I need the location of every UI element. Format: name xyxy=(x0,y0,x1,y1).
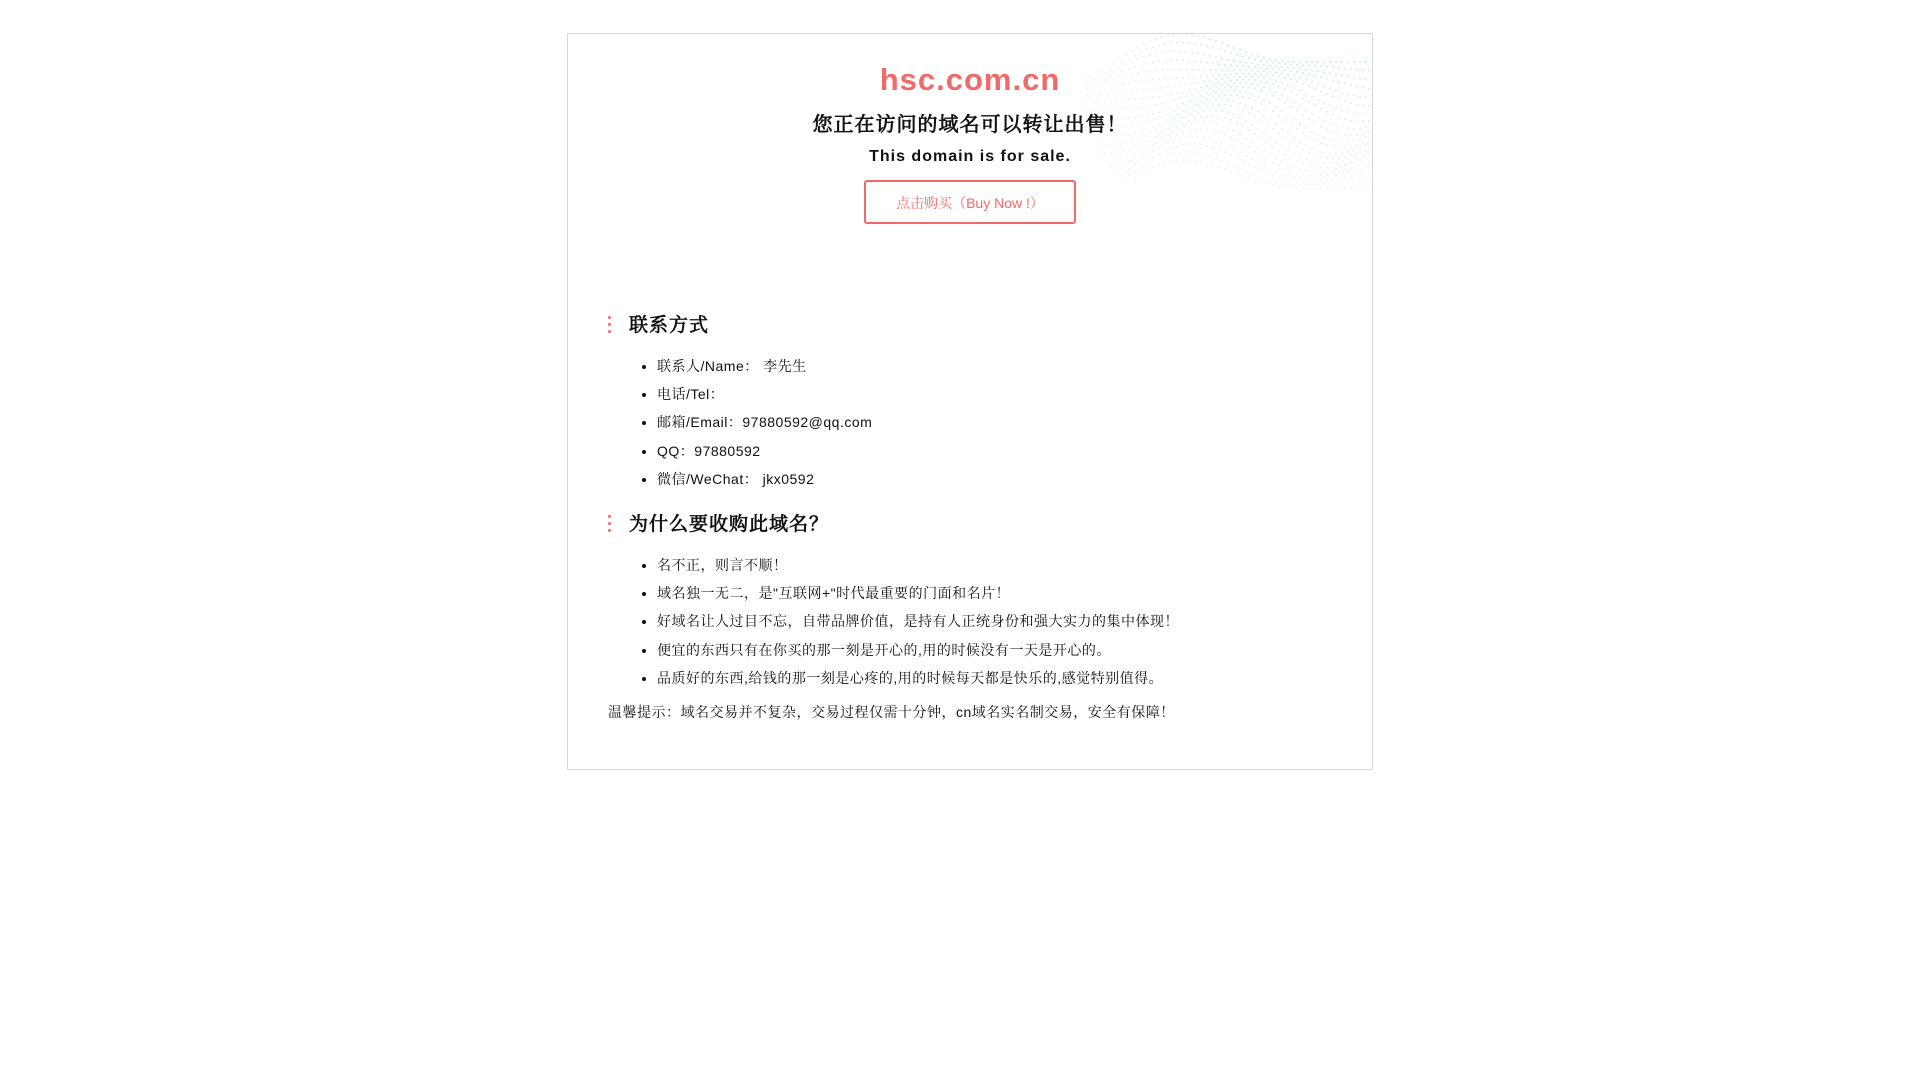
contact-list xyxy=(608,352,872,493)
why-buy-list xyxy=(608,551,1179,692)
contact-section-title: 联系方式 xyxy=(629,315,710,336)
list-item: • 名不正，则言不顺！ xyxy=(657,551,1179,579)
why-buy-section xyxy=(608,510,1179,692)
list-item: • 域名独一无二，是"互联网+"时代最重要的门面和名片！ xyxy=(657,579,1179,607)
contact-section xyxy=(608,311,872,493)
contact-item-qq: • QQ：97880592 xyxy=(657,437,872,465)
warm-tip-text: 温馨提示：域名交易并不复杂，交易过程仅需十分钟，cn域名实名制交易，安全有保障！ xyxy=(608,704,1175,720)
domain-name-title: hsc.com.cn xyxy=(879,62,1061,97)
list-item: • 便宜的东西只有在你买的那一刻是开心的,用的时候没有一天是开心的。 xyxy=(657,636,1179,664)
section-marker-icon xyxy=(608,515,612,535)
contact-item-email: • 邮箱/Email：97880592@qq.com xyxy=(657,408,872,436)
contact-item-tel: • 电话/Tel： xyxy=(657,380,872,408)
list-item: • 品质好的东西,给钱的那一刻是心疼的,用的时候每天都是快乐的,感觉特别值得。 xyxy=(657,664,1179,692)
buy-now-button[interactable]: 点击购买（Buy Now !） xyxy=(864,180,1076,224)
for-sale-heading-en: This domain is for sale. xyxy=(869,148,1071,165)
domain-sale-card xyxy=(567,33,1373,770)
for-sale-heading-cn: 您正在访问的域名可以转让出售！ xyxy=(812,114,1128,136)
contact-section-header xyxy=(608,311,872,341)
section-marker-icon xyxy=(608,316,612,336)
hero-section xyxy=(568,34,1372,224)
contact-item-name: • 联系人/Name： 李先生 xyxy=(657,352,872,380)
why-buy-section-title: 为什么要收购此域名？ xyxy=(629,514,830,535)
contact-item-wechat: • 微信/WeChat： jkx0592 xyxy=(657,465,872,493)
why-buy-section-header xyxy=(608,510,1179,540)
list-item: • 好域名让人过目不忘，自带品牌价值，是持有人正统身份和强大实力的集中体现！ xyxy=(657,607,1179,635)
